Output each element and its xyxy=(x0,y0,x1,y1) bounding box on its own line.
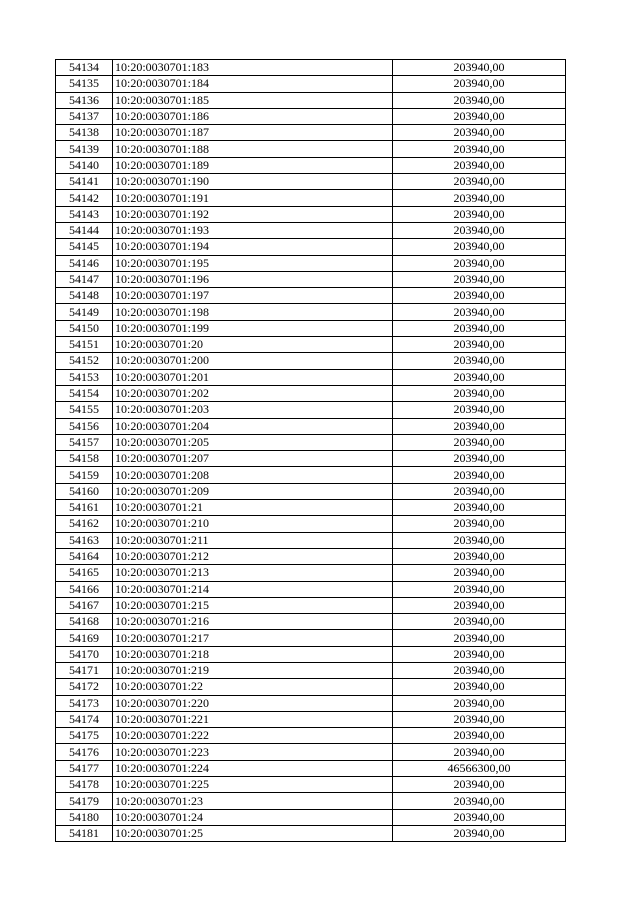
cadastral-number-cell: 10:20:0030701:209 xyxy=(113,483,393,499)
row-number-cell: 54145 xyxy=(56,239,113,255)
row-number-cell: 54178 xyxy=(56,777,113,793)
cadastral-value-cell: 203940,00 xyxy=(393,565,566,581)
cadastral-value-cell: 203940,00 xyxy=(393,60,566,76)
cadastral-number-cell: 10:20:0030701:223 xyxy=(113,744,393,760)
table-row xyxy=(56,174,566,190)
row-number-cell: 54143 xyxy=(56,206,113,222)
cadastral-value-cell: 203940,00 xyxy=(393,728,566,744)
cadastral-value-cell: 203940,00 xyxy=(393,141,566,157)
row-number-cell: 54167 xyxy=(56,597,113,613)
cadastral-value-cell: 203940,00 xyxy=(393,451,566,467)
table-row xyxy=(56,711,566,727)
cadastral-value-cell: 203940,00 xyxy=(393,483,566,499)
cadastral-value-cell: 203940,00 xyxy=(393,369,566,385)
table-row xyxy=(56,500,566,516)
cadastral-number-cell: 10:20:0030701:212 xyxy=(113,548,393,564)
cadastral-number-cell: 10:20:0030701:217 xyxy=(113,630,393,646)
table-row xyxy=(56,548,566,564)
cadastral-value-cell: 203940,00 xyxy=(393,793,566,809)
row-number-cell: 54173 xyxy=(56,695,113,711)
row-number-cell: 54153 xyxy=(56,369,113,385)
row-number-cell: 54136 xyxy=(56,92,113,108)
row-number-cell: 54141 xyxy=(56,174,113,190)
table-row xyxy=(56,532,566,548)
table-row xyxy=(56,157,566,173)
cadastral-number-cell: 10:20:0030701:199 xyxy=(113,320,393,336)
cadastral-number-cell: 10:20:0030701:220 xyxy=(113,695,393,711)
row-number-cell: 54144 xyxy=(56,222,113,238)
table-body xyxy=(56,60,566,842)
cadastral-number-cell: 10:20:0030701:195 xyxy=(113,255,393,271)
table-row xyxy=(56,76,566,92)
row-number-cell: 54165 xyxy=(56,565,113,581)
cadastral-number-cell: 10:20:0030701:187 xyxy=(113,125,393,141)
cadastral-value-cell: 203940,00 xyxy=(393,125,566,141)
cadastral-number-cell: 10:20:0030701:185 xyxy=(113,92,393,108)
cadastral-number-cell: 10:20:0030701:25 xyxy=(113,825,393,841)
row-number-cell: 54149 xyxy=(56,304,113,320)
row-number-cell: 54151 xyxy=(56,337,113,353)
table-row xyxy=(56,728,566,744)
cadastral-value-cell: 203940,00 xyxy=(393,157,566,173)
cadastral-value-cell: 203940,00 xyxy=(393,516,566,532)
cadastral-number-cell: 10:20:0030701:211 xyxy=(113,532,393,548)
cadastral-number-cell: 10:20:0030701:204 xyxy=(113,418,393,434)
cadastral-value-cell: 203940,00 xyxy=(393,646,566,662)
cadastral-value-cell: 203940,00 xyxy=(393,679,566,695)
row-number-cell: 54157 xyxy=(56,434,113,450)
cadastral-value-cell: 203940,00 xyxy=(393,288,566,304)
table-row xyxy=(56,581,566,597)
cadastral-value-cell: 203940,00 xyxy=(393,581,566,597)
row-number-cell: 54166 xyxy=(56,581,113,597)
table-row xyxy=(56,369,566,385)
table-row xyxy=(56,92,566,108)
cadastral-value-cell: 203940,00 xyxy=(393,825,566,841)
row-number-cell: 54134 xyxy=(56,60,113,76)
row-number-cell: 54140 xyxy=(56,157,113,173)
table-row xyxy=(56,385,566,401)
cadastral-number-cell: 10:20:0030701:24 xyxy=(113,809,393,825)
cadastral-number-cell: 10:20:0030701:200 xyxy=(113,353,393,369)
cadastral-value-cell: 203940,00 xyxy=(393,108,566,124)
row-number-cell: 54158 xyxy=(56,451,113,467)
table-row xyxy=(56,597,566,613)
table-row xyxy=(56,744,566,760)
cadastral-number-cell: 10:20:0030701:215 xyxy=(113,597,393,613)
cadastral-number-cell: 10:20:0030701:20 xyxy=(113,337,393,353)
row-number-cell: 54160 xyxy=(56,483,113,499)
cadastral-value-cell: 203940,00 xyxy=(393,255,566,271)
cadastral-value-cell: 203940,00 xyxy=(393,695,566,711)
cadastral-value-cell: 203940,00 xyxy=(393,337,566,353)
table-row xyxy=(56,467,566,483)
cadastral-value-cell: 203940,00 xyxy=(393,190,566,206)
cadastral-value-cell: 203940,00 xyxy=(393,662,566,678)
cadastral-value-cell: 203940,00 xyxy=(393,271,566,287)
row-number-cell: 54159 xyxy=(56,467,113,483)
cadastral-value-cell: 203940,00 xyxy=(393,434,566,450)
table-row xyxy=(56,60,566,76)
cadastral-number-cell: 10:20:0030701:189 xyxy=(113,157,393,173)
row-number-cell: 54170 xyxy=(56,646,113,662)
table-row xyxy=(56,190,566,206)
row-number-cell: 54154 xyxy=(56,385,113,401)
cadastral-value-cell: 203940,00 xyxy=(393,304,566,320)
cadastral-number-cell: 10:20:0030701:202 xyxy=(113,385,393,401)
row-number-cell: 54155 xyxy=(56,402,113,418)
table-row xyxy=(56,239,566,255)
cadastral-number-cell: 10:20:0030701:201 xyxy=(113,369,393,385)
table-row xyxy=(56,777,566,793)
table-row xyxy=(56,255,566,271)
cadastral-value-cell: 203940,00 xyxy=(393,597,566,613)
cadastral-number-cell: 10:20:0030701:22 xyxy=(113,679,393,695)
cadastral-number-cell: 10:20:0030701:191 xyxy=(113,190,393,206)
cadastral-value-cell: 203940,00 xyxy=(393,548,566,564)
cadastral-number-cell: 10:20:0030701:222 xyxy=(113,728,393,744)
table-row xyxy=(56,451,566,467)
row-number-cell: 54175 xyxy=(56,728,113,744)
cadastral-number-cell: 10:20:0030701:213 xyxy=(113,565,393,581)
table-row xyxy=(56,809,566,825)
row-number-cell: 54146 xyxy=(56,255,113,271)
row-number-cell: 54150 xyxy=(56,320,113,336)
cadastral-value-cell: 203940,00 xyxy=(393,353,566,369)
cadastral-number-cell: 10:20:0030701:218 xyxy=(113,646,393,662)
cadastral-number-cell: 10:20:0030701:207 xyxy=(113,451,393,467)
row-number-cell: 54181 xyxy=(56,825,113,841)
cadastral-value-cell: 203940,00 xyxy=(393,92,566,108)
row-number-cell: 54148 xyxy=(56,288,113,304)
table-row xyxy=(56,418,566,434)
cadastral-value-cell: 203940,00 xyxy=(393,809,566,825)
row-number-cell: 54161 xyxy=(56,500,113,516)
table-row xyxy=(56,630,566,646)
cadastral-value-cell: 203940,00 xyxy=(393,385,566,401)
table-row xyxy=(56,483,566,499)
row-number-cell: 54171 xyxy=(56,662,113,678)
table-row xyxy=(56,825,566,841)
cadastral-number-cell: 10:20:0030701:221 xyxy=(113,711,393,727)
cadastral-number-cell: 10:20:0030701:219 xyxy=(113,662,393,678)
cadastral-value-cell: 203940,00 xyxy=(393,467,566,483)
table-row xyxy=(56,695,566,711)
cadastral-number-cell: 10:20:0030701:194 xyxy=(113,239,393,255)
table-row xyxy=(56,320,566,336)
row-number-cell: 54168 xyxy=(56,614,113,630)
row-number-cell: 54172 xyxy=(56,679,113,695)
cadastral-number-cell: 10:20:0030701:216 xyxy=(113,614,393,630)
cadastral-value-cell: 203940,00 xyxy=(393,418,566,434)
cadastral-value-cell: 46566300,00 xyxy=(393,760,566,776)
row-number-cell: 54139 xyxy=(56,141,113,157)
cadastral-number-cell: 10:20:0030701:224 xyxy=(113,760,393,776)
cadastral-value-cell: 203940,00 xyxy=(393,711,566,727)
table-row xyxy=(56,337,566,353)
table-row xyxy=(56,288,566,304)
row-number-cell: 54179 xyxy=(56,793,113,809)
cadastral-number-cell: 10:20:0030701:214 xyxy=(113,581,393,597)
table-row xyxy=(56,662,566,678)
row-number-cell: 54162 xyxy=(56,516,113,532)
cadastral-value-cell: 203940,00 xyxy=(393,777,566,793)
table-row xyxy=(56,434,566,450)
cadastral-number-cell: 10:20:0030701:225 xyxy=(113,777,393,793)
row-number-cell: 54180 xyxy=(56,809,113,825)
cadastral-value-cell: 203940,00 xyxy=(393,320,566,336)
cadastral-number-cell: 10:20:0030701:203 xyxy=(113,402,393,418)
table-row xyxy=(56,125,566,141)
cadastral-value-cell: 203940,00 xyxy=(393,206,566,222)
table-row xyxy=(56,304,566,320)
cadastral-number-cell: 10:20:0030701:208 xyxy=(113,467,393,483)
cadastral-value-cell: 203940,00 xyxy=(393,402,566,418)
cadastral-number-cell: 10:20:0030701:183 xyxy=(113,60,393,76)
row-number-cell: 54164 xyxy=(56,548,113,564)
row-number-cell: 54152 xyxy=(56,353,113,369)
table-row xyxy=(56,614,566,630)
row-number-cell: 54163 xyxy=(56,532,113,548)
cadastral-value-cell: 203940,00 xyxy=(393,222,566,238)
table-row xyxy=(56,141,566,157)
cadastral-number-cell: 10:20:0030701:184 xyxy=(113,76,393,92)
row-number-cell: 54135 xyxy=(56,76,113,92)
table-row xyxy=(56,222,566,238)
cadastral-number-cell: 10:20:0030701:198 xyxy=(113,304,393,320)
cadastral-number-cell: 10:20:0030701:193 xyxy=(113,222,393,238)
table-row xyxy=(56,108,566,124)
cadastral-value-cell: 203940,00 xyxy=(393,500,566,516)
cadastral-number-cell: 10:20:0030701:186 xyxy=(113,108,393,124)
row-number-cell: 54156 xyxy=(56,418,113,434)
table-row xyxy=(56,271,566,287)
cadastral-value-cell: 203940,00 xyxy=(393,239,566,255)
table-row xyxy=(56,402,566,418)
row-number-cell: 54169 xyxy=(56,630,113,646)
row-number-cell: 54137 xyxy=(56,108,113,124)
cadastral-number-cell: 10:20:0030701:210 xyxy=(113,516,393,532)
cadastral-number-cell: 10:20:0030701:21 xyxy=(113,500,393,516)
table-row xyxy=(56,646,566,662)
cadastral-value-cell: 203940,00 xyxy=(393,76,566,92)
cadastral-number-cell: 10:20:0030701:190 xyxy=(113,174,393,190)
cadastral-number-cell: 10:20:0030701:188 xyxy=(113,141,393,157)
cadastral-value-cell: 203940,00 xyxy=(393,174,566,190)
row-number-cell: 54176 xyxy=(56,744,113,760)
cadastral-number-cell: 10:20:0030701:23 xyxy=(113,793,393,809)
row-number-cell: 54142 xyxy=(56,190,113,206)
cadastral-number-cell: 10:20:0030701:197 xyxy=(113,288,393,304)
cadastral-value-cell: 203940,00 xyxy=(393,744,566,760)
cadastral-number-cell: 10:20:0030701:196 xyxy=(113,271,393,287)
row-number-cell: 54138 xyxy=(56,125,113,141)
row-number-cell: 54147 xyxy=(56,271,113,287)
table-row xyxy=(56,206,566,222)
table-row xyxy=(56,565,566,581)
table-row xyxy=(56,516,566,532)
table-row xyxy=(56,760,566,776)
row-number-cell: 54174 xyxy=(56,711,113,727)
cadastral-number-cell: 10:20:0030701:192 xyxy=(113,206,393,222)
cadastral-value-table xyxy=(55,59,566,842)
cadastral-value-cell: 203940,00 xyxy=(393,532,566,548)
table-row xyxy=(56,679,566,695)
table-row xyxy=(56,793,566,809)
cadastral-value-cell: 203940,00 xyxy=(393,630,566,646)
cadastral-value-cell: 203940,00 xyxy=(393,614,566,630)
table-row xyxy=(56,353,566,369)
row-number-cell: 54177 xyxy=(56,760,113,776)
cadastral-number-cell: 10:20:0030701:205 xyxy=(113,434,393,450)
